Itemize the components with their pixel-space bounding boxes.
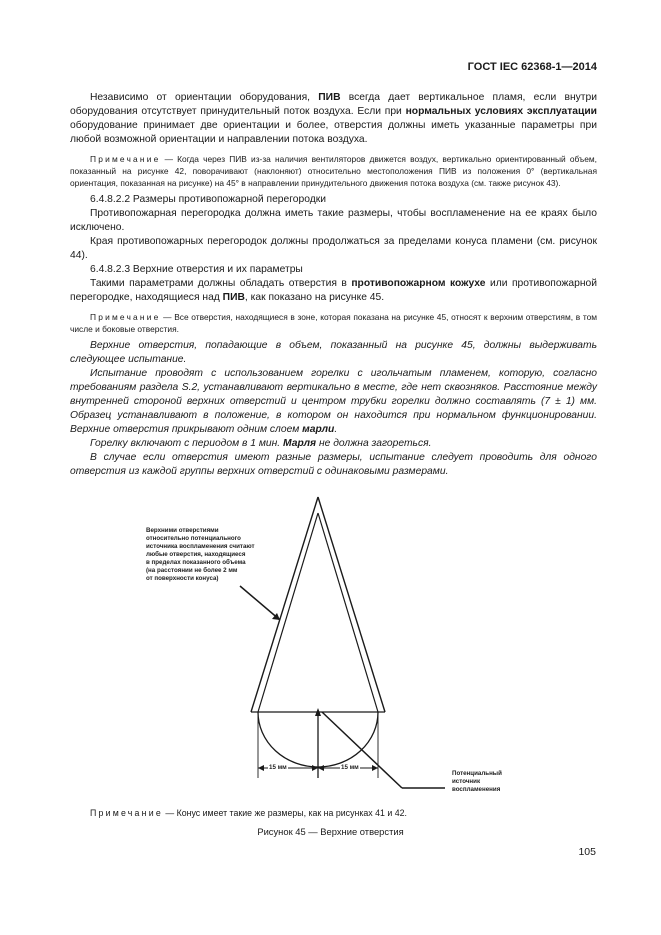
paragraph-barrier: Противопожарная перегородка должна иметь такие размеры, чтобы воспламенение на ее краях было исключено. [70,208,597,233]
paragraph-parameters: Такими параметрами должны обладать отверстия в противопожарном кожухе или противопожарной перегородке, находящиеся над ПИВ, как показано на рисунке 45. [70,278,597,303]
dimension-label-left: 15 мм [269,764,287,771]
section-barrier-size: 6.4.8.2.2 Размеры противопожарной перегородки [90,194,326,205]
callout-top-openings: Верхними отверстиями относительно потенциального источника воспламенения считают любые отверстия, находящиеся в пределах показанного объема (на расстоянии не более 2 мм от поверхности конуса) [146,527,255,582]
arrowhead-dim-right-a [318,765,324,771]
dimension-label-right: 15 мм [341,764,359,771]
paragraph-burner: Горелку включают с периодом в 1 мин. Марля не должна загореться. [90,438,432,449]
arrowhead-dim-right-b [372,765,378,771]
paragraph-different-sizes: В случае если отверстия имеют разные размеры, испытание следует проводить для одного отверстия из каждой группы верхних отверстий с одинаковыми размерами. [70,452,597,477]
outer-cone-right-edge [318,497,385,712]
callout-leader-right [322,712,402,788]
arrowhead-dim-left-a [258,765,264,771]
note-openings: Примечание — Все отверстия, находящиеся в зоне, которая показана на рисунке 45, относят к верхним отверстиям, в том числе и боковые отверстия. [70,312,597,334]
paragraph-barrier-edges: Края противопожарных перегородок должны продолжаться за пределами конуса пламени (см. рисунок 44). [70,236,597,261]
standard-header: ГОСТ IEC 62368-1—2014 [467,61,597,73]
figure-caption: Рисунок 45 — Верхние отверстия [257,826,404,837]
callout-ignition-source: Потенциальный источник воспламенения [452,770,502,793]
paragraph-test-method: Испытание проводят с использованием горелки с игольчатым пламенем, которую, согласно требованиям раздела S.2, устанавливают вертикально в месте, где нет сквозняков. Расстояние между внутренней стороной верхних отверстий и центром трубки горелки должно составлять (7 ± 1) мм. Образец устанавливают в положение, в котором он находится при нормальном функционировании. Верхние отверстия прикрывают одним слоем марли. [70,368,597,435]
paragraph-orientation: Независимо от ориентации оборудования, ПИВ всегда дает вертикальное пламя, если внутри оборудования отсутствует принудительный поток воздуха. Если при нормальных условиях эксплуатации оборудование принимает две ориентации и более, отверстия должны иметь указанные параметры при любой возможной ориентации и направлении потока воздуха. [70,92,597,145]
inner-cone-right-edge [318,513,378,712]
note-airflow: Примечание — Когда через ПИВ из-за наличия вентиляторов движется воздух, вертикально ориентированный объем, показанный на рисунке 42, поворачивают (наклоняют) относительно местоположения ПИВ из положения 0° (вертикальная ориентация, показанная на рисунке) на 45° в направлении принудительного движения потока воздуха (см. также рисунок 43). [70,154,597,188]
callout-leader-left [240,586,280,620]
page-number: 105 [578,846,596,858]
figure-note: Примечание — Конус имеет такие же размеры, как на рисунках 41 и 42. [90,808,407,818]
arrowhead-dim-left-b [312,765,318,771]
paragraph-test-intro: Верхние отверстия, попадающие в объем, показанный на рисунке 45, должны выдерживать следующее испытание. [70,340,597,365]
section-top-openings: 6.4.8.2.3 Верхние отверстия и их параметры [90,264,303,275]
